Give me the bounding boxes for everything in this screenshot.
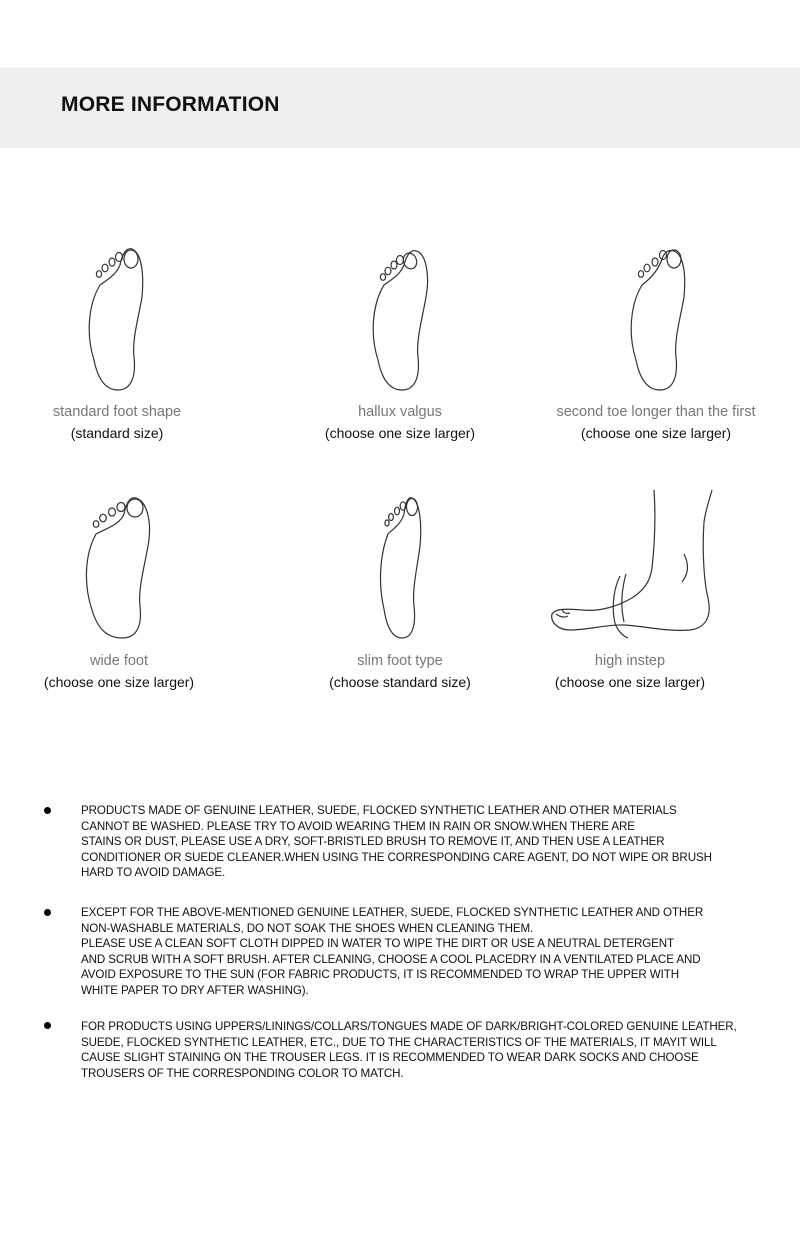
high-instep-foot-icon (548, 490, 720, 640)
foot-size-advice: (standard size) (70, 425, 164, 441)
care-note-text: EXCEPT FOR THE ABOVE-MENTIONED GENUINE LEATHER, SUEDE, FLOCKED SYNTHETIC LEATHER AND OTHER NON-WASHABLE MATERIALS, DO NOT SOAK THE SHOES WHEN CLEANING THEM. PLEASE USE A CLEAN SOFT CLOTH DIPPED IN WATER TO WIPE THE DIRT OR USE A NEUTRAL DETERGENT AND SCRUB WITH A SOFT BRUSH. AFTER CLEANING, CHOOSE A COOL PLACEDRY IN A VENTILATED PLACE AND AVOID EXPOSURE TO THE SUN (FOR FABRIC PRODUCTS, IT IS RECOMMENDED TO WRAP THE UPPER WITH WHITE PAPER TO DRY AFTER WASHING). (81, 906, 704, 997)
second-toe-foot-icon (622, 245, 698, 393)
foot-type-label: standard foot shape (52, 404, 182, 420)
slim-foot-icon (372, 494, 432, 642)
foot-size-advice: (choose one size larger) (43, 674, 195, 690)
foot-type-label: second toe longer than the first (556, 404, 756, 420)
foot-type-label: slim foot type (357, 653, 443, 669)
foot-type-label: wide foot (89, 653, 149, 669)
page-title: MORE INFORMATION (61, 93, 280, 116)
standard-foot-icon (80, 245, 156, 393)
foot-type-label: high instep (594, 653, 666, 669)
foot-type-label: hallux valgus (358, 404, 442, 420)
care-note-text: PRODUCTS MADE OF GENUINE LEATHER, SUEDE, FLOCKED SYNTHETIC LEATHER AND OTHER MATERIALS CANNOT BE WASHED. PLEASE TRY TO AVOID WEARING THEM IN RAIN OR SNOW.WHEN THERE ARE STAINS OR DUST, PLEASE USE A DRY, SOFT-BRISTLED BRUSH TO REMOVE IT, AND THEN USE A LEATHER CONDITIONER OR SUEDE CLEANER.WHEN USING THE CORRESPONDING CARE AGENT, DO NOT WIPE OR BRUSH HARD TO AVOID DAMAGE. (81, 804, 712, 879)
care-note-text: FOR PRODUCTS USING UPPERS/LININGS/COLLARS/TONGUES MADE OF DARK/BRIGHT-COLORED GENUINE LEATHER, SUEDE, FLOCKED SYNTHETIC LEATHER, ETC., DUE TO THE CHARACTERISTICS OF THE MATERIALS, IT MAYIT WILL CAUSE SLIGHT STAINING ON THE TROUSER LEGS. IT IS RECOMMENDED TO WEAR DARK SOCKS AND CHOOSE TROUSERS OF THE CORRESPONDING COLOR TO MATCH. (81, 1020, 737, 1080)
foot-size-advice: (choose standard size) (329, 674, 471, 690)
foot-size-advice: (choose one size larger) (324, 425, 476, 441)
hallux-valgus-foot-icon (364, 245, 440, 393)
bullet-icon (44, 909, 51, 916)
foot-size-advice: (choose one size larger) (580, 425, 732, 441)
wide-foot-icon (80, 494, 162, 642)
foot-size-advice: (choose one size larger) (554, 674, 706, 690)
bullet-icon (44, 1022, 51, 1029)
bullet-icon (44, 807, 51, 814)
